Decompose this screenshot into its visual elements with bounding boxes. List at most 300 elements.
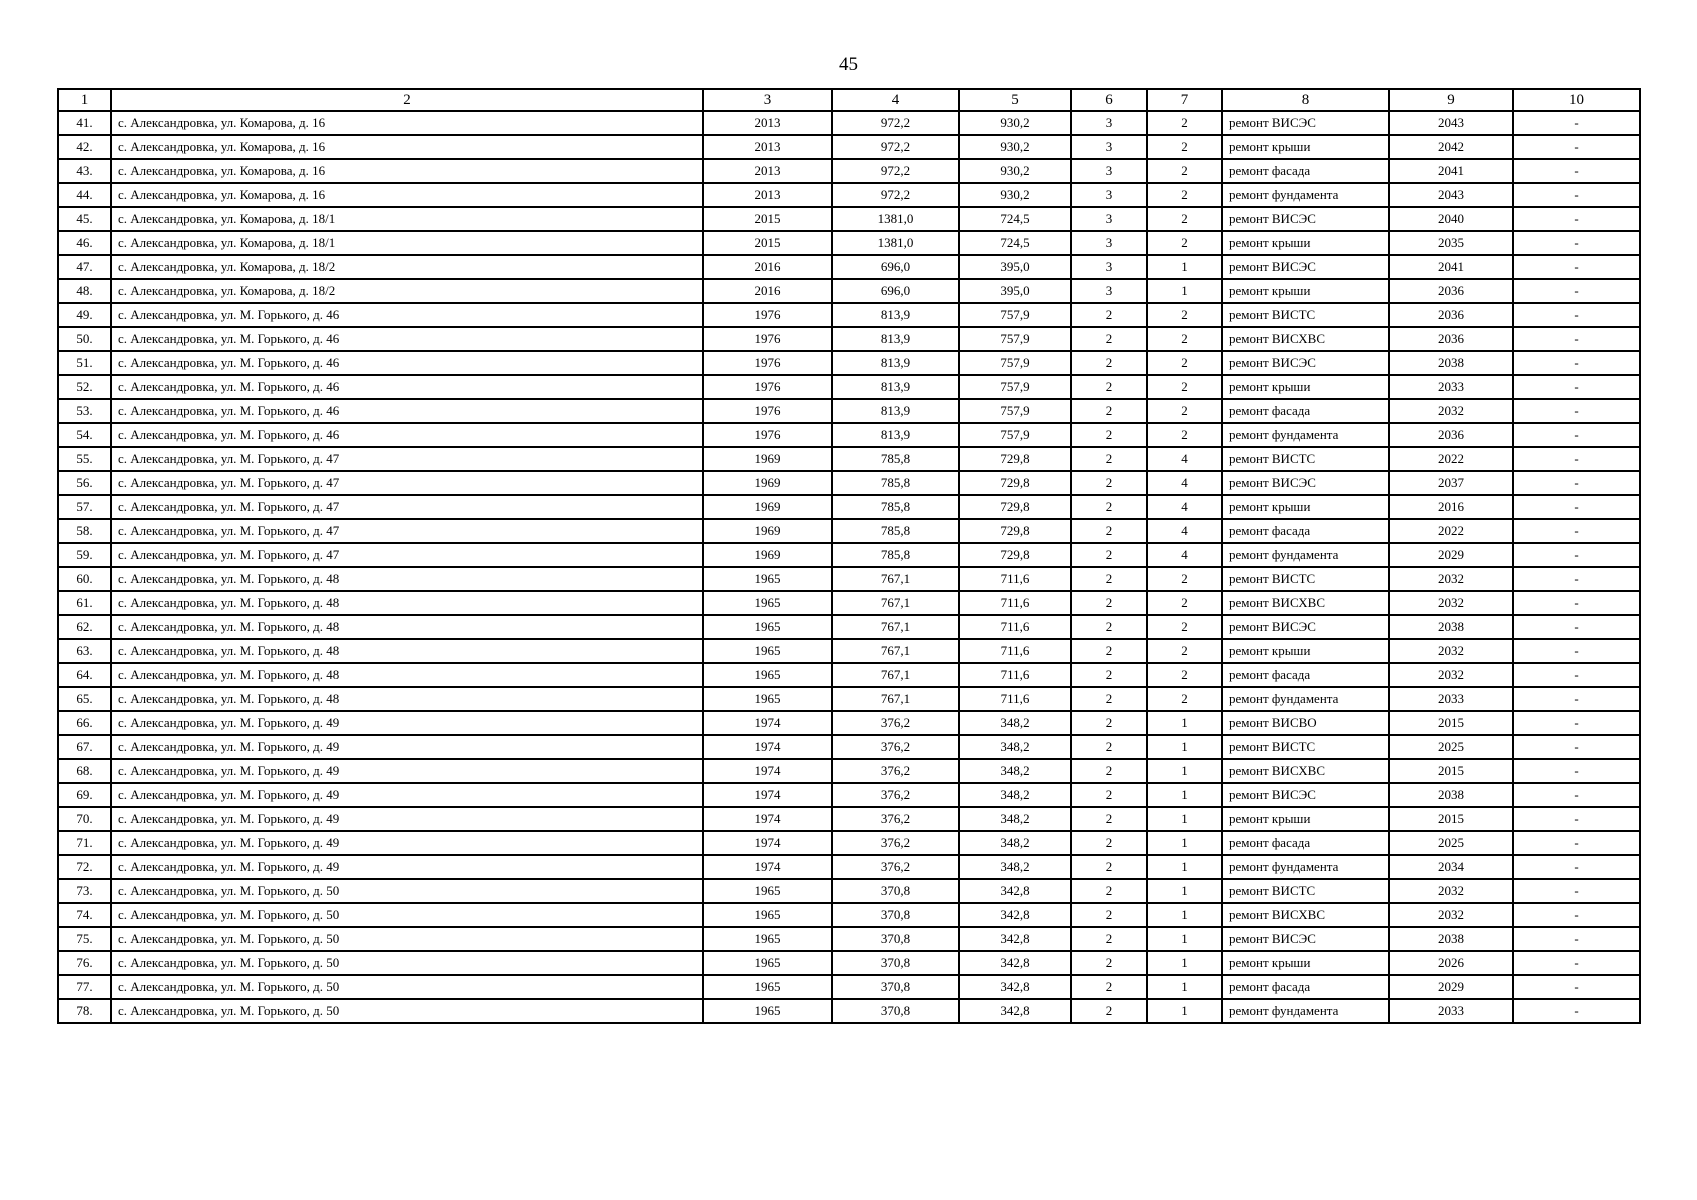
table-row: [58, 447, 1640, 471]
floors-cell: 2: [1071, 975, 1147, 999]
address-cell: с. Александровка, ул. М. Горького, д. 48: [111, 687, 703, 711]
address-cell: с. Александровка, ул. М. Горького, д. 48: [111, 567, 703, 591]
work-type-cell: ремонт фундамента: [1222, 999, 1389, 1023]
repair-schedule-table: [57, 88, 1641, 1024]
note-cell: -: [1513, 687, 1640, 711]
floors-cell: 2: [1071, 471, 1147, 495]
address-cell: с. Александровка, ул. М. Горького, д. 46: [111, 351, 703, 375]
planned-year-cell: 2015: [1389, 807, 1513, 831]
note-cell: -: [1513, 735, 1640, 759]
entrances-cell: 2: [1147, 375, 1222, 399]
living-area-cell: 342,8: [959, 975, 1071, 999]
address-cell: с. Александровка, ул. М. Горького, д. 48: [111, 591, 703, 615]
entrances-cell: 2: [1147, 567, 1222, 591]
table-row: [58, 231, 1640, 255]
living-area-cell: 711,6: [959, 663, 1071, 687]
work-type-cell: ремонт крыши: [1222, 951, 1389, 975]
total-area-cell: 767,1: [832, 663, 959, 687]
row-number-cell: 67.: [58, 735, 111, 759]
total-area-cell: 785,8: [832, 471, 959, 495]
address-cell: с. Александровка, ул. М. Горького, д. 50: [111, 951, 703, 975]
address-cell: с. Александровка, ул. М. Горького, д. 46: [111, 375, 703, 399]
year-cell: 1974: [703, 855, 832, 879]
row-number-cell: 48.: [58, 279, 111, 303]
note-cell: -: [1513, 831, 1640, 855]
entrances-cell: 1: [1147, 783, 1222, 807]
address-cell: с. Александровка, ул. Комарова, д. 18/1: [111, 207, 703, 231]
note-cell: -: [1513, 903, 1640, 927]
living-area-cell: 724,5: [959, 231, 1071, 255]
entrances-cell: 4: [1147, 519, 1222, 543]
entrances-cell: 4: [1147, 471, 1222, 495]
total-area-cell: 972,2: [832, 159, 959, 183]
total-area-cell: 785,8: [832, 543, 959, 567]
address-cell: с. Александровка, ул. М. Горького, д. 50: [111, 927, 703, 951]
total-area-cell: 376,2: [832, 783, 959, 807]
total-area-cell: 972,2: [832, 135, 959, 159]
entrances-cell: 2: [1147, 183, 1222, 207]
row-number-cell: 73.: [58, 879, 111, 903]
year-cell: 1965: [703, 879, 832, 903]
entrances-cell: 1: [1147, 759, 1222, 783]
year-cell: 1965: [703, 903, 832, 927]
address-cell: с. Александровка, ул. М. Горького, д. 47: [111, 471, 703, 495]
total-area-cell: 370,8: [832, 927, 959, 951]
floors-cell: 2: [1071, 351, 1147, 375]
floors-cell: 2: [1071, 375, 1147, 399]
table-row: [58, 927, 1640, 951]
table-row: [58, 471, 1640, 495]
floors-cell: 3: [1071, 207, 1147, 231]
total-area-cell: 813,9: [832, 303, 959, 327]
table-row: [58, 375, 1640, 399]
total-area-cell: 813,9: [832, 351, 959, 375]
address-cell: с. Александровка, ул. М. Горького, д. 48: [111, 615, 703, 639]
floors-cell: 2: [1071, 687, 1147, 711]
row-number-cell: 56.: [58, 471, 111, 495]
work-type-cell: ремонт ВИСЭС: [1222, 207, 1389, 231]
column-header: 8: [1222, 89, 1389, 111]
work-type-cell: ремонт фундамента: [1222, 855, 1389, 879]
work-type-cell: ремонт ВИСЭС: [1222, 471, 1389, 495]
planned-year-cell: 2029: [1389, 543, 1513, 567]
work-type-cell: ремонт ВИСХВС: [1222, 327, 1389, 351]
planned-year-cell: 2043: [1389, 111, 1513, 135]
year-cell: 1976: [703, 375, 832, 399]
note-cell: -: [1513, 663, 1640, 687]
row-number-cell: 78.: [58, 999, 111, 1023]
living-area-cell: 930,2: [959, 183, 1071, 207]
table-row: [58, 639, 1640, 663]
year-cell: 1976: [703, 399, 832, 423]
planned-year-cell: 2032: [1389, 663, 1513, 687]
year-cell: 1976: [703, 327, 832, 351]
address-cell: с. Александровка, ул. Комарова, д. 18/2: [111, 279, 703, 303]
row-number-cell: 64.: [58, 663, 111, 687]
row-number-cell: 41.: [58, 111, 111, 135]
planned-year-cell: 2016: [1389, 495, 1513, 519]
address-cell: с. Александровка, ул. Комарова, д. 18/2: [111, 255, 703, 279]
planned-year-cell: 2033: [1389, 999, 1513, 1023]
row-number-cell: 69.: [58, 783, 111, 807]
planned-year-cell: 2038: [1389, 351, 1513, 375]
note-cell: -: [1513, 807, 1640, 831]
work-type-cell: ремонт фасада: [1222, 975, 1389, 999]
note-cell: -: [1513, 495, 1640, 519]
planned-year-cell: 2032: [1389, 639, 1513, 663]
row-number-cell: 65.: [58, 687, 111, 711]
total-area-cell: 370,8: [832, 951, 959, 975]
row-number-cell: 59.: [58, 543, 111, 567]
total-area-cell: 785,8: [832, 447, 959, 471]
work-type-cell: ремонт ВИСХВС: [1222, 903, 1389, 927]
living-area-cell: 729,8: [959, 495, 1071, 519]
address-cell: с. Александровка, ул. М. Горького, д. 46: [111, 399, 703, 423]
work-type-cell: ремонт ВИСТС: [1222, 735, 1389, 759]
work-type-cell: ремонт ВИСТС: [1222, 303, 1389, 327]
living-area-cell: 395,0: [959, 279, 1071, 303]
row-number-cell: 71.: [58, 831, 111, 855]
total-area-cell: 696,0: [832, 255, 959, 279]
living-area-cell: 757,9: [959, 351, 1071, 375]
column-header: 4: [832, 89, 959, 111]
planned-year-cell: 2042: [1389, 135, 1513, 159]
floors-cell: 3: [1071, 135, 1147, 159]
total-area-cell: 785,8: [832, 495, 959, 519]
work-type-cell: ремонт ВИСЭС: [1222, 351, 1389, 375]
entrances-cell: 4: [1147, 495, 1222, 519]
row-number-cell: 47.: [58, 255, 111, 279]
planned-year-cell: 2043: [1389, 183, 1513, 207]
row-number-cell: 61.: [58, 591, 111, 615]
planned-year-cell: 2038: [1389, 615, 1513, 639]
address-cell: с. Александровка, ул. М. Горького, д. 49: [111, 783, 703, 807]
row-number-cell: 46.: [58, 231, 111, 255]
work-type-cell: ремонт крыши: [1222, 639, 1389, 663]
note-cell: -: [1513, 855, 1640, 879]
year-cell: 1969: [703, 543, 832, 567]
note-cell: -: [1513, 951, 1640, 975]
entrances-cell: 1: [1147, 879, 1222, 903]
floors-cell: 3: [1071, 255, 1147, 279]
work-type-cell: ремонт ВИСЭС: [1222, 927, 1389, 951]
note-cell: -: [1513, 399, 1640, 423]
planned-year-cell: 2041: [1389, 159, 1513, 183]
work-type-cell: ремонт фасада: [1222, 663, 1389, 687]
table-row: [58, 879, 1640, 903]
address-cell: с. Александровка, ул. М. Горького, д. 48: [111, 639, 703, 663]
entrances-cell: 1: [1147, 951, 1222, 975]
row-number-cell: 50.: [58, 327, 111, 351]
row-number-cell: 75.: [58, 927, 111, 951]
address-cell: с. Александровка, ул. М. Горького, д. 48: [111, 663, 703, 687]
row-number-cell: 44.: [58, 183, 111, 207]
row-number-cell: 58.: [58, 519, 111, 543]
work-type-cell: ремонт ВИСХВС: [1222, 759, 1389, 783]
year-cell: 2013: [703, 159, 832, 183]
address-cell: с. Александровка, ул. М. Горького, д. 50: [111, 879, 703, 903]
table-row: [58, 903, 1640, 927]
living-area-cell: 348,2: [959, 759, 1071, 783]
year-cell: 1965: [703, 951, 832, 975]
table-body: [58, 111, 1640, 1023]
table-row: [58, 687, 1640, 711]
total-area-cell: 376,2: [832, 759, 959, 783]
floors-cell: 2: [1071, 807, 1147, 831]
living-area-cell: 348,2: [959, 735, 1071, 759]
total-area-cell: 767,1: [832, 615, 959, 639]
row-number-cell: 45.: [58, 207, 111, 231]
total-area-cell: 785,8: [832, 519, 959, 543]
year-cell: 1969: [703, 519, 832, 543]
page-number: 45: [839, 54, 858, 75]
work-type-cell: ремонт ВИСВО: [1222, 711, 1389, 735]
note-cell: -: [1513, 135, 1640, 159]
floors-cell: 2: [1071, 903, 1147, 927]
entrances-cell: 4: [1147, 543, 1222, 567]
row-number-cell: 70.: [58, 807, 111, 831]
table-row: [58, 255, 1640, 279]
living-area-cell: 348,2: [959, 855, 1071, 879]
year-cell: 2016: [703, 255, 832, 279]
note-cell: -: [1513, 423, 1640, 447]
entrances-cell: 2: [1147, 351, 1222, 375]
column-header: 7: [1147, 89, 1222, 111]
table-row: [58, 279, 1640, 303]
work-type-cell: ремонт ВИСТС: [1222, 879, 1389, 903]
floors-cell: 2: [1071, 423, 1147, 447]
address-cell: с. Александровка, ул. М. Горького, д. 50: [111, 999, 703, 1023]
entrances-cell: 1: [1147, 807, 1222, 831]
entrances-cell: 1: [1147, 735, 1222, 759]
year-cell: 1969: [703, 495, 832, 519]
living-area-cell: 729,8: [959, 519, 1071, 543]
entrances-cell: 1: [1147, 927, 1222, 951]
living-area-cell: 724,5: [959, 207, 1071, 231]
entrances-cell: 1: [1147, 831, 1222, 855]
address-cell: с. Александровка, ул. Комарова, д. 16: [111, 183, 703, 207]
year-cell: 1976: [703, 351, 832, 375]
note-cell: -: [1513, 231, 1640, 255]
table-row: [58, 303, 1640, 327]
note-cell: -: [1513, 471, 1640, 495]
row-number-cell: 52.: [58, 375, 111, 399]
row-number-cell: 53.: [58, 399, 111, 423]
table-row: [58, 351, 1640, 375]
floors-cell: 2: [1071, 879, 1147, 903]
planned-year-cell: 2032: [1389, 399, 1513, 423]
entrances-cell: 2: [1147, 663, 1222, 687]
planned-year-cell: 2034: [1389, 855, 1513, 879]
work-type-cell: ремонт крыши: [1222, 495, 1389, 519]
address-cell: с. Александровка, ул. М. Горького, д. 46: [111, 327, 703, 351]
year-cell: 1965: [703, 663, 832, 687]
living-area-cell: 711,6: [959, 687, 1071, 711]
floors-cell: 2: [1071, 639, 1147, 663]
total-area-cell: 767,1: [832, 591, 959, 615]
entrances-cell: 4: [1147, 447, 1222, 471]
address-cell: с. Александровка, ул. М. Горького, д. 49: [111, 759, 703, 783]
address-cell: с. Александровка, ул. М. Горького, д. 50: [111, 975, 703, 999]
year-cell: 1965: [703, 567, 832, 591]
floors-cell: 2: [1071, 327, 1147, 351]
table-row: [58, 783, 1640, 807]
work-type-cell: ремонт крыши: [1222, 807, 1389, 831]
year-cell: 2015: [703, 231, 832, 255]
year-cell: 2013: [703, 135, 832, 159]
planned-year-cell: 2036: [1389, 279, 1513, 303]
table-row: [58, 327, 1640, 351]
table-row: [58, 567, 1640, 591]
note-cell: -: [1513, 639, 1640, 663]
living-area-cell: 729,8: [959, 543, 1071, 567]
entrances-cell: 2: [1147, 303, 1222, 327]
entrances-cell: 2: [1147, 327, 1222, 351]
work-type-cell: ремонт ВИСХВС: [1222, 591, 1389, 615]
address-cell: с. Александровка, ул. М. Горького, д. 46: [111, 303, 703, 327]
table-row: [58, 759, 1640, 783]
total-area-cell: 767,1: [832, 687, 959, 711]
table-row: [58, 831, 1640, 855]
address-cell: с. Александровка, ул. Комарова, д. 16: [111, 111, 703, 135]
work-type-cell: ремонт крыши: [1222, 279, 1389, 303]
floors-cell: 3: [1071, 111, 1147, 135]
note-cell: -: [1513, 447, 1640, 471]
living-area-cell: 757,9: [959, 399, 1071, 423]
address-cell: с. Александровка, ул. Комарова, д. 18/1: [111, 231, 703, 255]
note-cell: -: [1513, 159, 1640, 183]
planned-year-cell: 2015: [1389, 711, 1513, 735]
planned-year-cell: 2026: [1389, 951, 1513, 975]
column-header: 6: [1071, 89, 1147, 111]
note-cell: -: [1513, 543, 1640, 567]
floors-cell: 2: [1071, 615, 1147, 639]
planned-year-cell: 2025: [1389, 831, 1513, 855]
living-area-cell: 395,0: [959, 255, 1071, 279]
note-cell: -: [1513, 927, 1640, 951]
total-area-cell: 696,0: [832, 279, 959, 303]
note-cell: -: [1513, 207, 1640, 231]
note-cell: -: [1513, 711, 1640, 735]
entrances-cell: 2: [1147, 423, 1222, 447]
planned-year-cell: 2015: [1389, 759, 1513, 783]
work-type-cell: ремонт крыши: [1222, 231, 1389, 255]
planned-year-cell: 2022: [1389, 519, 1513, 543]
year-cell: 1969: [703, 471, 832, 495]
note-cell: -: [1513, 759, 1640, 783]
work-type-cell: ремонт крыши: [1222, 135, 1389, 159]
planned-year-cell: 2037: [1389, 471, 1513, 495]
entrances-cell: 1: [1147, 999, 1222, 1023]
entrances-cell: 2: [1147, 231, 1222, 255]
entrances-cell: 1: [1147, 255, 1222, 279]
total-area-cell: 1381,0: [832, 207, 959, 231]
note-cell: -: [1513, 879, 1640, 903]
floors-cell: 2: [1071, 855, 1147, 879]
floors-cell: 2: [1071, 447, 1147, 471]
address-cell: с. Александровка, ул. М. Горького, д. 49: [111, 735, 703, 759]
living-area-cell: 342,8: [959, 879, 1071, 903]
row-number-cell: 72.: [58, 855, 111, 879]
work-type-cell: ремонт фасада: [1222, 831, 1389, 855]
year-cell: 1974: [703, 783, 832, 807]
column-header: 5: [959, 89, 1071, 111]
table-row: [58, 711, 1640, 735]
living-area-cell: 348,2: [959, 807, 1071, 831]
entrances-cell: 2: [1147, 399, 1222, 423]
planned-year-cell: 2032: [1389, 591, 1513, 615]
table-row: [58, 807, 1640, 831]
table-row: [58, 423, 1640, 447]
year-cell: 1974: [703, 759, 832, 783]
floors-cell: 2: [1071, 567, 1147, 591]
row-number-cell: 54.: [58, 423, 111, 447]
table-row: [58, 207, 1640, 231]
entrances-cell: 1: [1147, 903, 1222, 927]
address-cell: с. Александровка, ул. М. Горького, д. 50: [111, 903, 703, 927]
floors-cell: 2: [1071, 927, 1147, 951]
living-area-cell: 348,2: [959, 783, 1071, 807]
table-header-row: [58, 89, 1640, 111]
living-area-cell: 930,2: [959, 111, 1071, 135]
total-area-cell: 813,9: [832, 375, 959, 399]
row-number-cell: 76.: [58, 951, 111, 975]
entrances-cell: 2: [1147, 639, 1222, 663]
living-area-cell: 729,8: [959, 471, 1071, 495]
planned-year-cell: 2033: [1389, 687, 1513, 711]
entrances-cell: 2: [1147, 591, 1222, 615]
entrances-cell: 1: [1147, 279, 1222, 303]
table-row: [58, 135, 1640, 159]
column-header: 3: [703, 89, 832, 111]
row-number-cell: 66.: [58, 711, 111, 735]
total-area-cell: 376,2: [832, 711, 959, 735]
planned-year-cell: 2038: [1389, 927, 1513, 951]
address-cell: с. Александровка, ул. М. Горького, д. 47: [111, 519, 703, 543]
entrances-cell: 1: [1147, 711, 1222, 735]
address-cell: с. Александровка, ул. М. Горького, д. 47: [111, 495, 703, 519]
work-type-cell: ремонт фундамента: [1222, 183, 1389, 207]
year-cell: 1974: [703, 831, 832, 855]
total-area-cell: 813,9: [832, 423, 959, 447]
row-number-cell: 49.: [58, 303, 111, 327]
work-type-cell: ремонт фундамента: [1222, 543, 1389, 567]
work-type-cell: ремонт фасада: [1222, 159, 1389, 183]
planned-year-cell: 2033: [1389, 375, 1513, 399]
row-number-cell: 62.: [58, 615, 111, 639]
entrances-cell: 2: [1147, 615, 1222, 639]
note-cell: -: [1513, 567, 1640, 591]
entrances-cell: 2: [1147, 207, 1222, 231]
floors-cell: 2: [1071, 399, 1147, 423]
note-cell: -: [1513, 975, 1640, 999]
address-cell: с. Александровка, ул. М. Горького, д. 49: [111, 831, 703, 855]
planned-year-cell: 2038: [1389, 783, 1513, 807]
total-area-cell: 370,8: [832, 975, 959, 999]
floors-cell: 2: [1071, 495, 1147, 519]
work-type-cell: ремонт фундамента: [1222, 687, 1389, 711]
planned-year-cell: 2041: [1389, 255, 1513, 279]
row-number-cell: 77.: [58, 975, 111, 999]
row-number-cell: 74.: [58, 903, 111, 927]
work-type-cell: ремонт ВИСЭС: [1222, 111, 1389, 135]
address-cell: с. Александровка, ул. М. Горького, д. 46: [111, 423, 703, 447]
year-cell: 1965: [703, 639, 832, 663]
planned-year-cell: 2035: [1389, 231, 1513, 255]
row-number-cell: 63.: [58, 639, 111, 663]
year-cell: 1965: [703, 999, 832, 1023]
living-area-cell: 729,8: [959, 447, 1071, 471]
